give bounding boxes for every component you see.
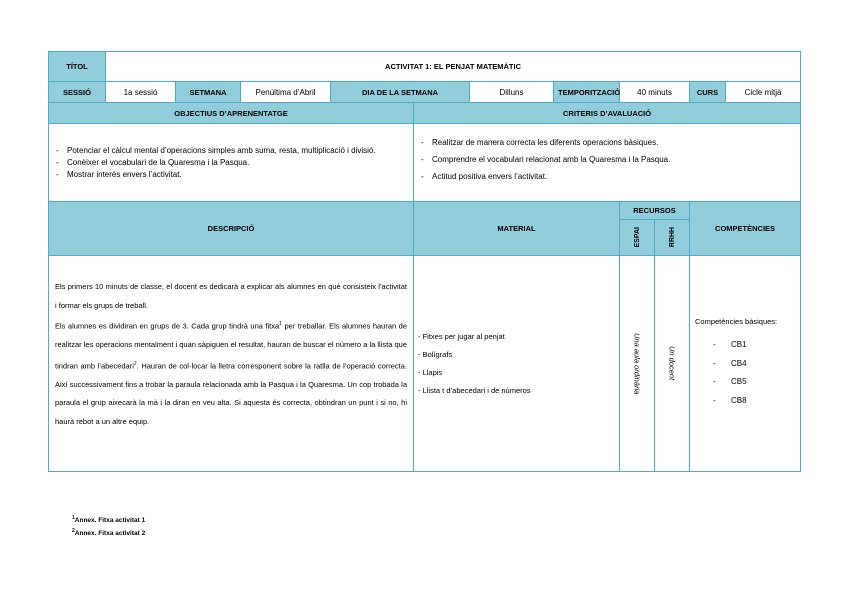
rrhh-header-label: RRHH (668, 227, 676, 248)
objectiu-item: - Conèixer el vocabulari de la Quaresma i la Pasqua. (67, 157, 409, 169)
material-item: - Bolígrafs (418, 349, 453, 359)
footnote-ref-2: 2 (133, 360, 137, 367)
competencies-cell (690, 256, 801, 472)
footnote-number: 2 (72, 528, 75, 535)
footnote-1 (72, 513, 145, 526)
setmana-label: SETMANA (176, 82, 241, 103)
criteri-item: - Actitud positiva envers l’activitat. (432, 171, 796, 183)
competencies-title: Competències bàsiques: (695, 317, 778, 326)
dia-label: DIA DE LA SETMANA (331, 82, 470, 103)
titol-label: TÍTOL (49, 52, 106, 82)
rrhh-header (655, 220, 690, 256)
titol-value: ACTIVITAT 1: EL PENJAT MATEMÀTIC (106, 52, 801, 82)
competencies-header: COMPETÈNCIES (690, 202, 801, 256)
objectius-cell (49, 124, 414, 202)
criteris-list (418, 137, 796, 183)
rrhh-value: Un docent (667, 346, 677, 381)
temp-value: 40 minuts (620, 82, 690, 103)
competencies-list (713, 336, 795, 410)
dia-value: Dilluns (470, 82, 554, 103)
material-item: - Llapis (418, 367, 443, 377)
espai-header (620, 220, 655, 256)
material-item: - Fitxes per jugar al penjat (418, 331, 505, 341)
descripcio-paragraph-1: Els primers 10 minuts de classe, el docent es dedicarà a explicar als alumnes en què consisteix l’activitat i formar els grups de treball. (55, 282, 407, 310)
espai-value: Una aula ordinària (632, 332, 642, 395)
curs-label: CURS (690, 82, 726, 103)
competencia-item: - CB4 (713, 355, 795, 374)
descripcio-text: per treballar. Els alumnes hauran de realitzar les operacions mentalment i quan sàpiguen el resultat, hauran de buscar el número a la llista que tindran amb l’abecedari (55, 321, 408, 370)
footnotes (72, 513, 145, 539)
temp-label: TEMPORITZACIÓ (554, 82, 620, 103)
criteris-cell (414, 124, 801, 202)
rrhh-cell (655, 256, 690, 472)
competencia-item: - CB1 (713, 336, 795, 355)
material-header: MATERIAL (414, 202, 620, 256)
espai-cell (620, 256, 655, 472)
espai-header-label: ESPAI (633, 227, 641, 248)
criteri-item: - Realitzar de manera correcta les diferents operacions bàsiques. (432, 137, 796, 149)
curs-value: Cicle mitjà (726, 82, 801, 103)
objectius-title: OBJECTIUS D’APRENENTATGE (49, 103, 414, 124)
footnote-text: Annex. Fitxa activitat 2 (74, 530, 146, 538)
footnote-text: Annex. Fitxa activitat 1 (74, 517, 146, 525)
setmana-value: Penúltima d’Abril (241, 82, 331, 103)
sessio-value: 1a sessió (106, 82, 176, 103)
descripcio-header: DESCRIPCIÓ (49, 202, 414, 256)
objectiu-item: - Mostrar interès envers l’activitat. (67, 169, 409, 181)
criteris-title: CRITERIS D’AVALUACIÓ (414, 103, 801, 124)
criteri-item: - Comprendre el vocabulari relacionat amb la Quaresma i la Pasqua. (432, 154, 796, 166)
descripcio-text: . Hauran de col·locar la lletra corresponent sobre la ratlla de l’operació correcta. Així successivament fins a trobar la paraula relacionada amb la Pasqua i la Quaresma. Un cop trobada la paraula el grup aixecarà la mà i la diran en veu alta. Si aquesta és correcta, obtindran un punt i si no, hi haurà rebot a un altre equip. (55, 361, 408, 426)
descripcio-paragraph-2 (55, 315, 407, 431)
material-item: - Llista t d’abecedari i de números (418, 385, 531, 395)
descripcio-text: Els alumnes es dividiran en grups de 3. Cada grup tindrà una fitxa (55, 321, 280, 331)
material-cell (414, 256, 620, 472)
footnote-number: 1 (72, 515, 75, 521)
footnote-2 (72, 526, 145, 539)
footnote-ref-1: 1 (279, 321, 282, 327)
competencia-item: - CB8 (713, 392, 795, 411)
sessio-label: SESSIÓ (49, 82, 106, 103)
descripcio-cell (49, 256, 414, 472)
recursos-header: RECURSOS (620, 202, 690, 220)
objectius-list (53, 145, 409, 181)
activity-table (48, 51, 801, 472)
objectiu-item: - Potenciar el càlcul mental d’operacions simples amb suma, resta, multiplicació i divisió. (67, 145, 409, 157)
competencia-item: - CB5 (713, 373, 795, 392)
